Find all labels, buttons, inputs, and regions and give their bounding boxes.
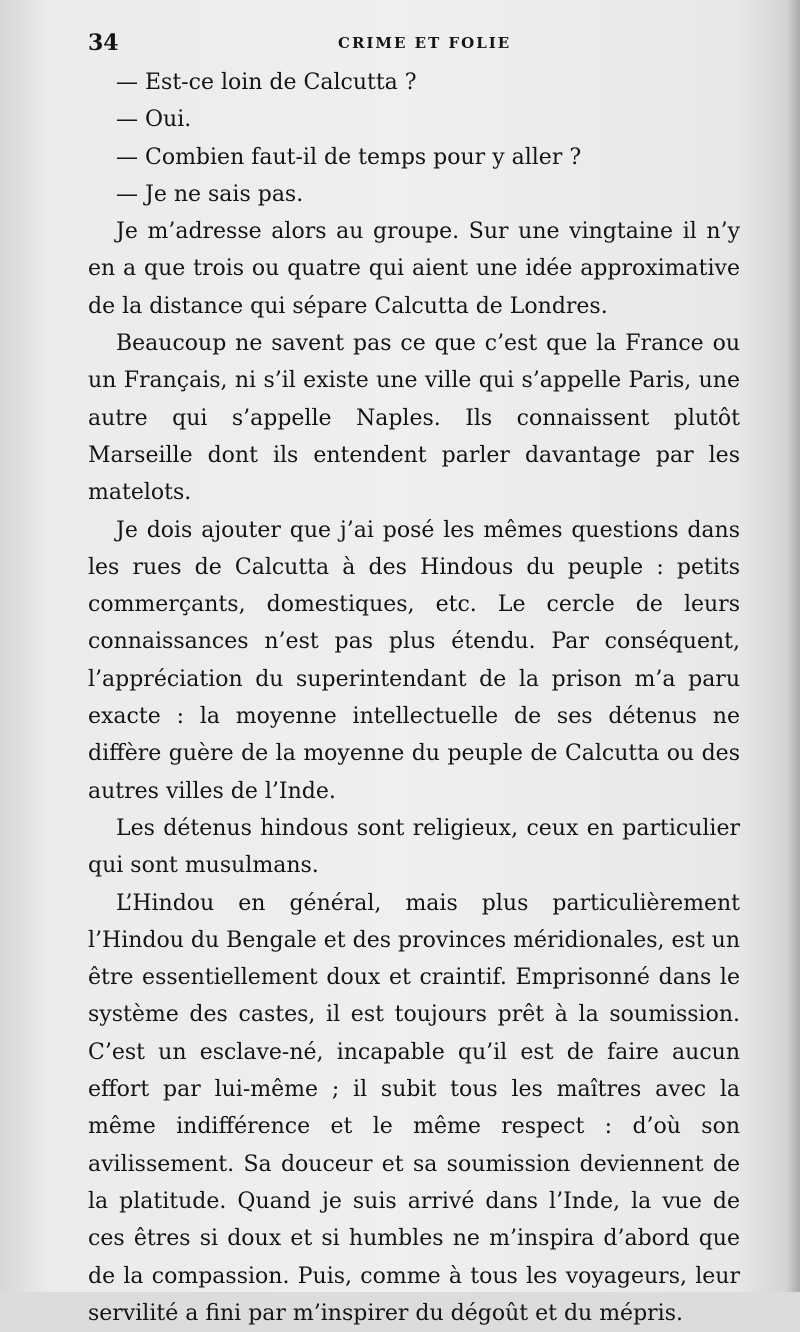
dialogue-line: — Est-ce loin de Calcutta ? (116, 70, 417, 95)
dialogue-line: — Combien faut-il de temps pour y aller ? (116, 144, 582, 170)
body-text (88, 64, 740, 1332)
paragraph: Je m’adresse alors au groupe. Sur une vingtaine il n’y en a que trois ou quatre qui aient une idée approximative de la distance qui sépare Calcutta de Londres. (88, 219, 740, 319)
dialogue-line: — Oui. (116, 107, 192, 133)
running-head: CRIME ET FOLIE (338, 34, 512, 52)
paragraph: Je dois ajouter que j’ai posé les mêmes questions dans les rues de Calcutta à des Hindous du peuple : petits commerçants, domestiques, etc. Le cercle de leurs connaissances n’est pas plus étendu. Par conséquent, l’appréciation du superintendant de la prison m’a paru exacte : la moyenne intellectuelle de ses détenus ne diffère guère de la moyenne du peuple de Calcutta ou des autres villes de l’Inde. (88, 517, 740, 804)
page-edge-shadow (786, 0, 800, 1292)
paragraph: Les détenus hindous sont religieux, ceux en particulier qui sont musulmans. (88, 815, 740, 879)
page-number: 34 (88, 30, 119, 56)
dialogue-line: — Je ne sais pas. (116, 181, 304, 207)
paragraph: Beaucoup ne savent pas ce que c’est que la France ou un Français, ni s’il existe une ville qui s’appelle Paris, une autre qui s’appelle Naples. Ils connaissent plutôt Marseille dont ils entendent parler davantage par les matelots. (88, 331, 740, 506)
page-header (88, 30, 738, 62)
paragraph: L’Hindou en général, mais plus particulièrement l’Hindou du Bengale et des provinces méridionales, est un être essentiellement doux et craintif. Emprisonné dans le système des castes, il est toujours prêt à la soumission. C’est un esclave-né, incapable qu’il est de faire aucun effort par lui-même ; il subit tous les maîtres avec la même indifférence et le même respect : d’où son avilissement. Sa douceur et sa soumission deviennent de la platitude. Quand je suis arrivé dans l’Inde, la vue de ces êtres si doux et si humbles ne m’inspira d’abord que de la compassion. Puis, comme à tous les voyageurs, leur servilité a fini par m’inspirer du dégoût et du mépris. (88, 890, 740, 1326)
